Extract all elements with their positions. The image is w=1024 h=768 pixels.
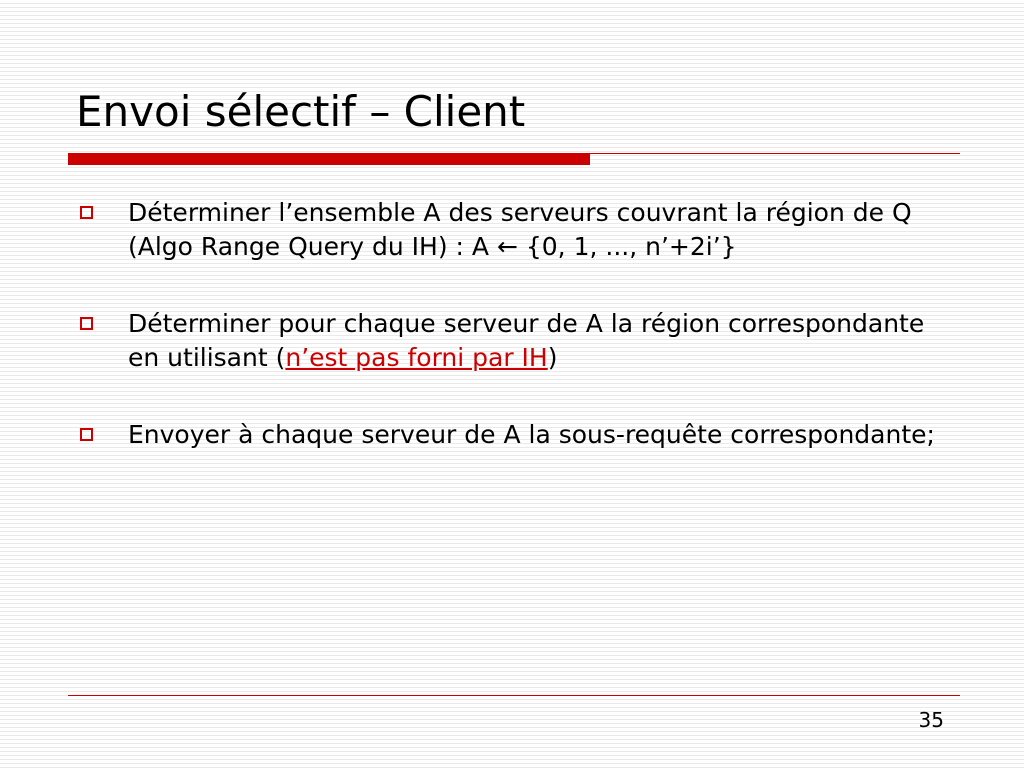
footer-rule <box>68 695 960 696</box>
slide-title: Envoi sélectif – Client <box>76 87 526 136</box>
bullet-item <box>76 307 956 375</box>
bullet-text-before: Déterminer pour chaque serveur de A la région correspondante en utilisant ( <box>128 309 925 372</box>
bullet-item <box>76 196 956 264</box>
square-bullet-icon <box>80 428 93 441</box>
title-underline-thick <box>68 153 590 165</box>
bullet-list <box>76 196 956 495</box>
square-bullet-icon <box>80 317 93 330</box>
bullet-text: Envoyer à chaque serveur de A la sous-requête correspondante; <box>128 420 935 449</box>
title-underline-thin <box>590 153 960 154</box>
square-bullet-icon <box>80 206 93 219</box>
bullet-link[interactable]: n’est pas forni par IH <box>285 343 548 372</box>
bullet-item <box>76 418 956 452</box>
bullet-text: Déterminer l’ensemble A des serveurs couvrant la région de Q (Algo Range Query du IH) : A ← {0, 1, ..., n’+2i’} <box>128 198 912 261</box>
page-number: 35 <box>918 708 944 732</box>
bullet-text-after: ) <box>547 343 558 372</box>
